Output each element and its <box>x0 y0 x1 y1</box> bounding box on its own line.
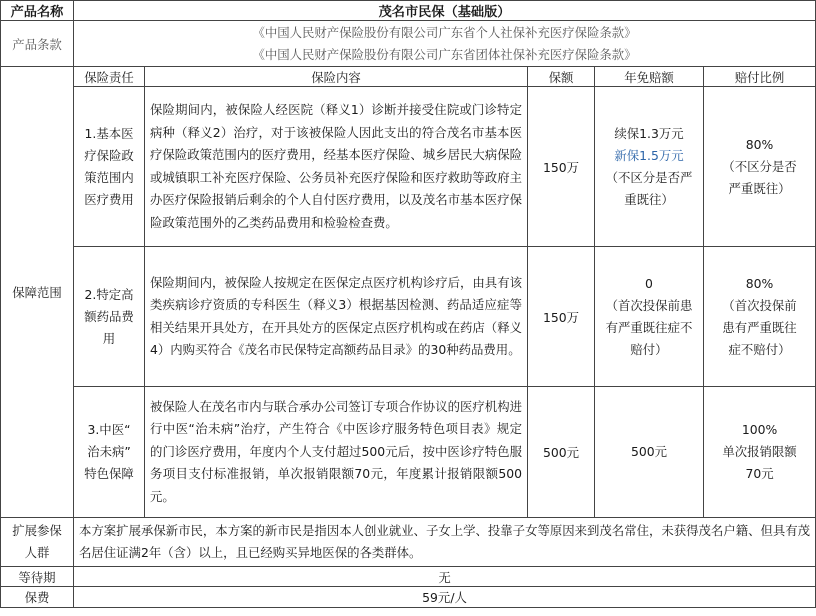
product-terms-item: 《中国人民财产保险股份有限公司广东省个人社保补充医疗保险条款》 <box>252 24 637 40</box>
deductible-line: （首次投保前患 <box>605 297 693 313</box>
coverage-item-name <box>74 387 145 518</box>
ratio-line: 80% <box>745 275 774 291</box>
product-terms-label: 产品条款 <box>1 21 74 67</box>
coverage-item-name-line: 治未病” <box>87 444 131 459</box>
deductible-line: 有严重既往症不 <box>605 319 693 335</box>
coverage-header-row <box>1 67 816 87</box>
ratio-line: 严重既往） <box>728 180 791 196</box>
ratio-line: 100% <box>741 422 778 437</box>
coverage-item-content: 保险期间内，被保险人按规定在医保定点医疗机构诊疗后，由具有该类疾病诊疗资质的专科医生（释义3）根据基因检测、药品适应症等相关结果开具处方，在开具处方的医保定点医疗机构或在药店（释义4）内购买符合《茂名市民保特定高额药品目录》的30种药品费用。 <box>145 247 528 387</box>
coverage-item-deductible <box>595 387 704 518</box>
coverage-item-content: 被保险人在茂名市内与联合承办公司签订专项合作协议的医疗机构进行中医“治未病”治疗，产生符合《中医诊疗服务特色项目表》规定的门诊医疗费用，年度内个人支付超过500元后，按中医诊疗特色服务项目支付标准报销，单次报销限额70元，年度累计报销限额500元。 <box>145 387 528 518</box>
extension-label-line: 扩展参保 <box>12 523 62 538</box>
deductible-line: （不区分是否严 <box>605 169 693 185</box>
deductible-line: 重既往） <box>624 191 674 207</box>
extension-label <box>1 518 74 567</box>
coverage-row <box>1 387 816 518</box>
ratio-line: （不区分是否 <box>722 158 797 174</box>
coverage-item-name-line: 疗保险政 <box>84 147 134 163</box>
ratio-line: 70元 <box>745 466 774 481</box>
extension-text: 本方案扩展承保新市民，本方案的新市民是指因本人创业就业、子女上学、投靠子女等原因来到茂名常住，未获得茂名户籍、但具有茂名居住证满2年（含）以上，且已经购买异地医保的各类群体。 <box>74 518 816 567</box>
extension-label-line: 人群 <box>24 545 50 560</box>
coverage-item-name-line: 额药品费 <box>84 308 134 324</box>
product-terms-list <box>74 21 816 67</box>
premium-value: 59元/人 <box>74 587 816 608</box>
premium-row <box>1 587 816 608</box>
coverage-item-content: 保险期间内，被保险人经医院（释义1）诊断并接受住院或门诊特定病种（释义2）治疗，对于该被保险人因此支出的符合茂名市基本医疗保险政策范围内的医疗费用，经基本医疗保险、城乡居民大病保险或城镇职工补充医疗保险、公务员补充医疗保险和医疗救助等政府主办医疗保险报销后剩余的个人自付医疗费用，以及茂名市基本医疗保险政策范围外的乙类药品费用和检验检查费。 <box>145 87 528 247</box>
coverage-item-name-line: 特色保障 <box>84 466 134 481</box>
coverage-item-amount: 150万 <box>528 87 595 247</box>
coverage-item-ratio <box>704 247 816 387</box>
coverage-item-name-line: 策范围内 <box>84 169 134 185</box>
coverage-scope-label: 保障范围 <box>1 67 74 518</box>
coverage-item-name-line: 3.中医“ <box>87 422 131 437</box>
product-terms-row <box>1 21 816 67</box>
coverage-item-name-line: 医疗费用 <box>84 191 134 207</box>
ratio-line: 单次报销限额 <box>722 444 797 459</box>
product-name-label: 产品名称 <box>1 1 74 21</box>
column-header: 保险责任 <box>74 67 145 87</box>
coverage-item-ratio <box>704 387 816 518</box>
coverage-item-amount: 150万 <box>528 247 595 387</box>
deductible-line: 续保1.3万元 <box>614 125 684 141</box>
waiting-period-label: 等待期 <box>1 567 74 587</box>
waiting-period-value: 无 <box>74 567 816 587</box>
product-name-row <box>1 1 816 21</box>
extension-row <box>1 518 816 567</box>
coverage-item-deductible <box>595 87 704 247</box>
waiting-period-row <box>1 567 816 587</box>
coverage-item-deductible <box>595 247 704 387</box>
column-header: 赔付比例 <box>704 67 816 87</box>
coverage-item-name-line: 用 <box>102 330 116 346</box>
coverage-item-amount: 500元 <box>528 387 595 518</box>
product-terms-item: 《中国人民财产保险股份有限公司广东省团体社保补充医疗保险条款》 <box>252 46 637 62</box>
column-header: 保险内容 <box>145 67 528 87</box>
ratio-line: （首次投保前 <box>722 297 797 313</box>
deductible-line: 0 <box>645 275 653 291</box>
ratio-line: 80% <box>745 136 774 152</box>
ratio-line: 患有严重既往 <box>722 319 797 335</box>
deductible-line: 新保1.5万元 <box>614 147 684 163</box>
column-header: 保额 <box>528 67 595 87</box>
coverage-item-name-line: 2.特定高 <box>84 286 134 302</box>
column-header: 年免赔额 <box>595 67 704 87</box>
coverage-row <box>1 87 816 247</box>
deductible-line: 赔付） <box>630 341 668 357</box>
coverage-item-name-line: 1.基本医 <box>84 125 134 141</box>
coverage-item-ratio <box>704 87 816 247</box>
coverage-item-name <box>74 87 145 247</box>
product-name-value: 茂名市民保（基础版） <box>74 1 816 21</box>
ratio-line: 症不赔付） <box>728 341 791 357</box>
coverage-row <box>1 247 816 387</box>
deductible-line: 500元 <box>630 444 668 459</box>
coverage-item-name <box>74 247 145 387</box>
premium-label: 保费 <box>1 587 74 608</box>
